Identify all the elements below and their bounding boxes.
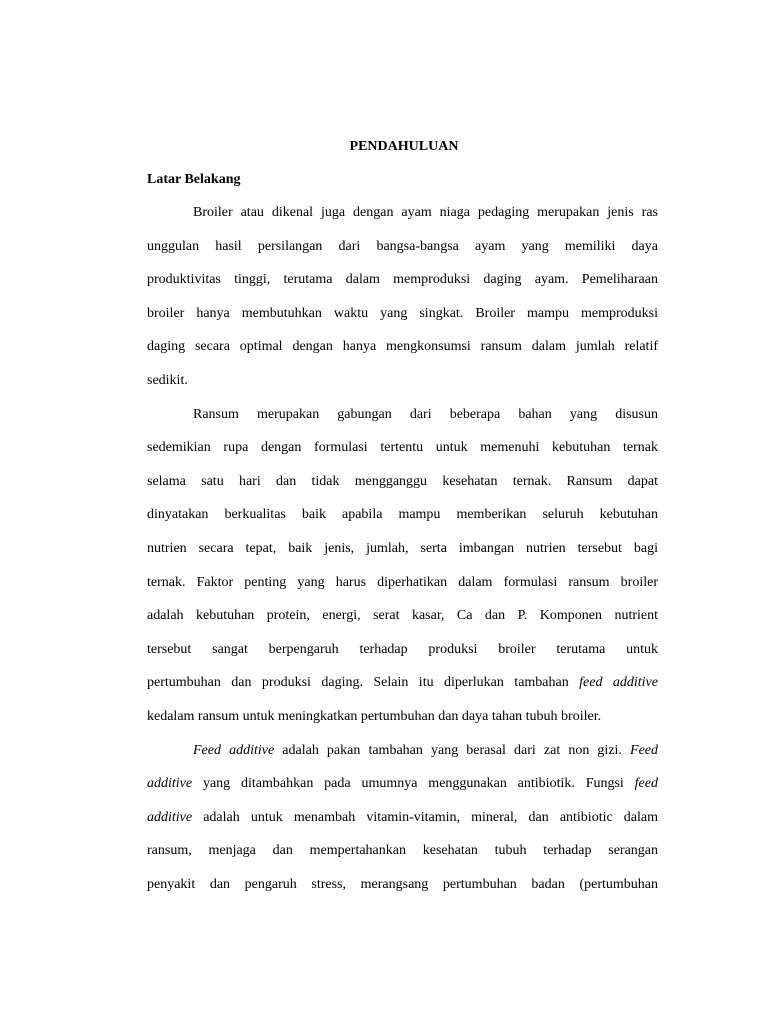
text-line (147, 707, 658, 741)
text-line (147, 673, 658, 707)
text-segment: produktivitas tinggi, terutama dalam memproduksi daging ayam. Pemeliharaan (147, 272, 658, 288)
text-line (147, 573, 658, 607)
text-line (147, 270, 658, 304)
text-segment: ternak. Faktor penting yang harus diperhatikan dalam formulasi ransum broiler (147, 574, 658, 590)
text-line (147, 304, 658, 338)
text-segment: dinyatakan berkualitas baik apabila mampu memberikan seluruh kebutuhan (147, 507, 658, 523)
text-segment: daging secara optimal dengan hanya mengkonsumsi ransum dalam jumlah relatif (147, 339, 658, 355)
text-segment: adalah pakan tambahan yang berasal dari zat non gizi. (274, 742, 631, 758)
text-line (147, 808, 658, 842)
text-line (147, 237, 658, 271)
page-title: PENDAHULUAN (349, 139, 459, 154)
text-segment: yang ditambahkan pada umumnya menggunakan antibiotik. Fungsi (192, 776, 635, 792)
text-segment: nutrien secara tepat, baik jenis, jumlah, serta imbangan nutrien tersebut bagi (147, 540, 658, 556)
italic-term: additive (147, 776, 193, 792)
text-segment: penyakit dan pengaruh stress, merangsang pertumbuhan badan (pertumbuhan (147, 876, 658, 892)
text-line (147, 875, 658, 909)
text-line (147, 405, 658, 439)
text-line (147, 371, 658, 405)
text-line (147, 505, 658, 539)
text-line (147, 774, 658, 808)
text-segment: sedikit. (147, 372, 188, 388)
text-segment: adalah kebutuhan protein, energi, serat kasar, Ca dan P. Komponen nutrient (147, 608, 658, 624)
text-segment: Ransum merupakan gabungan dari beberapa bahan yang disusun (193, 406, 658, 422)
text-segment: adalah untuk menambah vitamin-vitamin, mineral, dan antibiotic dalam (192, 809, 658, 825)
text-line (147, 640, 658, 674)
body-text (147, 203, 658, 908)
text-segment: kedalam ransum untuk meningkatkan pertumbuhan dan daya tahan tubuh broiler. (147, 708, 602, 724)
text-segment: Broiler atau dikenal juga dengan ayam niaga pedaging merupakan jenis ras (193, 205, 658, 220)
italic-term: additive (147, 809, 193, 825)
italic-term: Feed (630, 742, 659, 758)
italic-term: feed additive (579, 675, 658, 691)
text-segment: sedemikian rupa dengan formulasi tertentu untuk memenuhi kebutuhan ternak (147, 440, 658, 456)
text-line (147, 841, 658, 875)
text-segment: pertumbuhan dan produksi daging. Selain itu diperlukan tambahan (147, 675, 580, 691)
italic-term: feed (634, 776, 658, 792)
text-segment: unggulan hasil persilangan dari bangsa-bangsa ayam yang memiliki daya (147, 238, 658, 254)
text-line (147, 606, 658, 640)
section-title: Latar Belakang (147, 172, 241, 187)
text-line (147, 438, 658, 472)
italic-term: Feed additive (193, 742, 275, 758)
text-line (147, 741, 658, 775)
text-line (147, 472, 658, 506)
text-line (147, 337, 658, 371)
text-segment: tersebut sangat berpengaruh terhadap produksi broiler terutama untuk (147, 641, 658, 657)
text-segment: ransum, menjaga dan mempertahankan kesehatan tubuh terhadap serangan (147, 843, 658, 859)
text-segment: broiler hanya membutuhkan waktu yang singkat. Broiler mampu memproduksi (147, 305, 658, 321)
text-line (147, 203, 658, 237)
text-segment: selama satu hari dan tidak mengganggu kesehatan ternak. Ransum dapat (147, 473, 658, 489)
text-line (147, 539, 658, 573)
